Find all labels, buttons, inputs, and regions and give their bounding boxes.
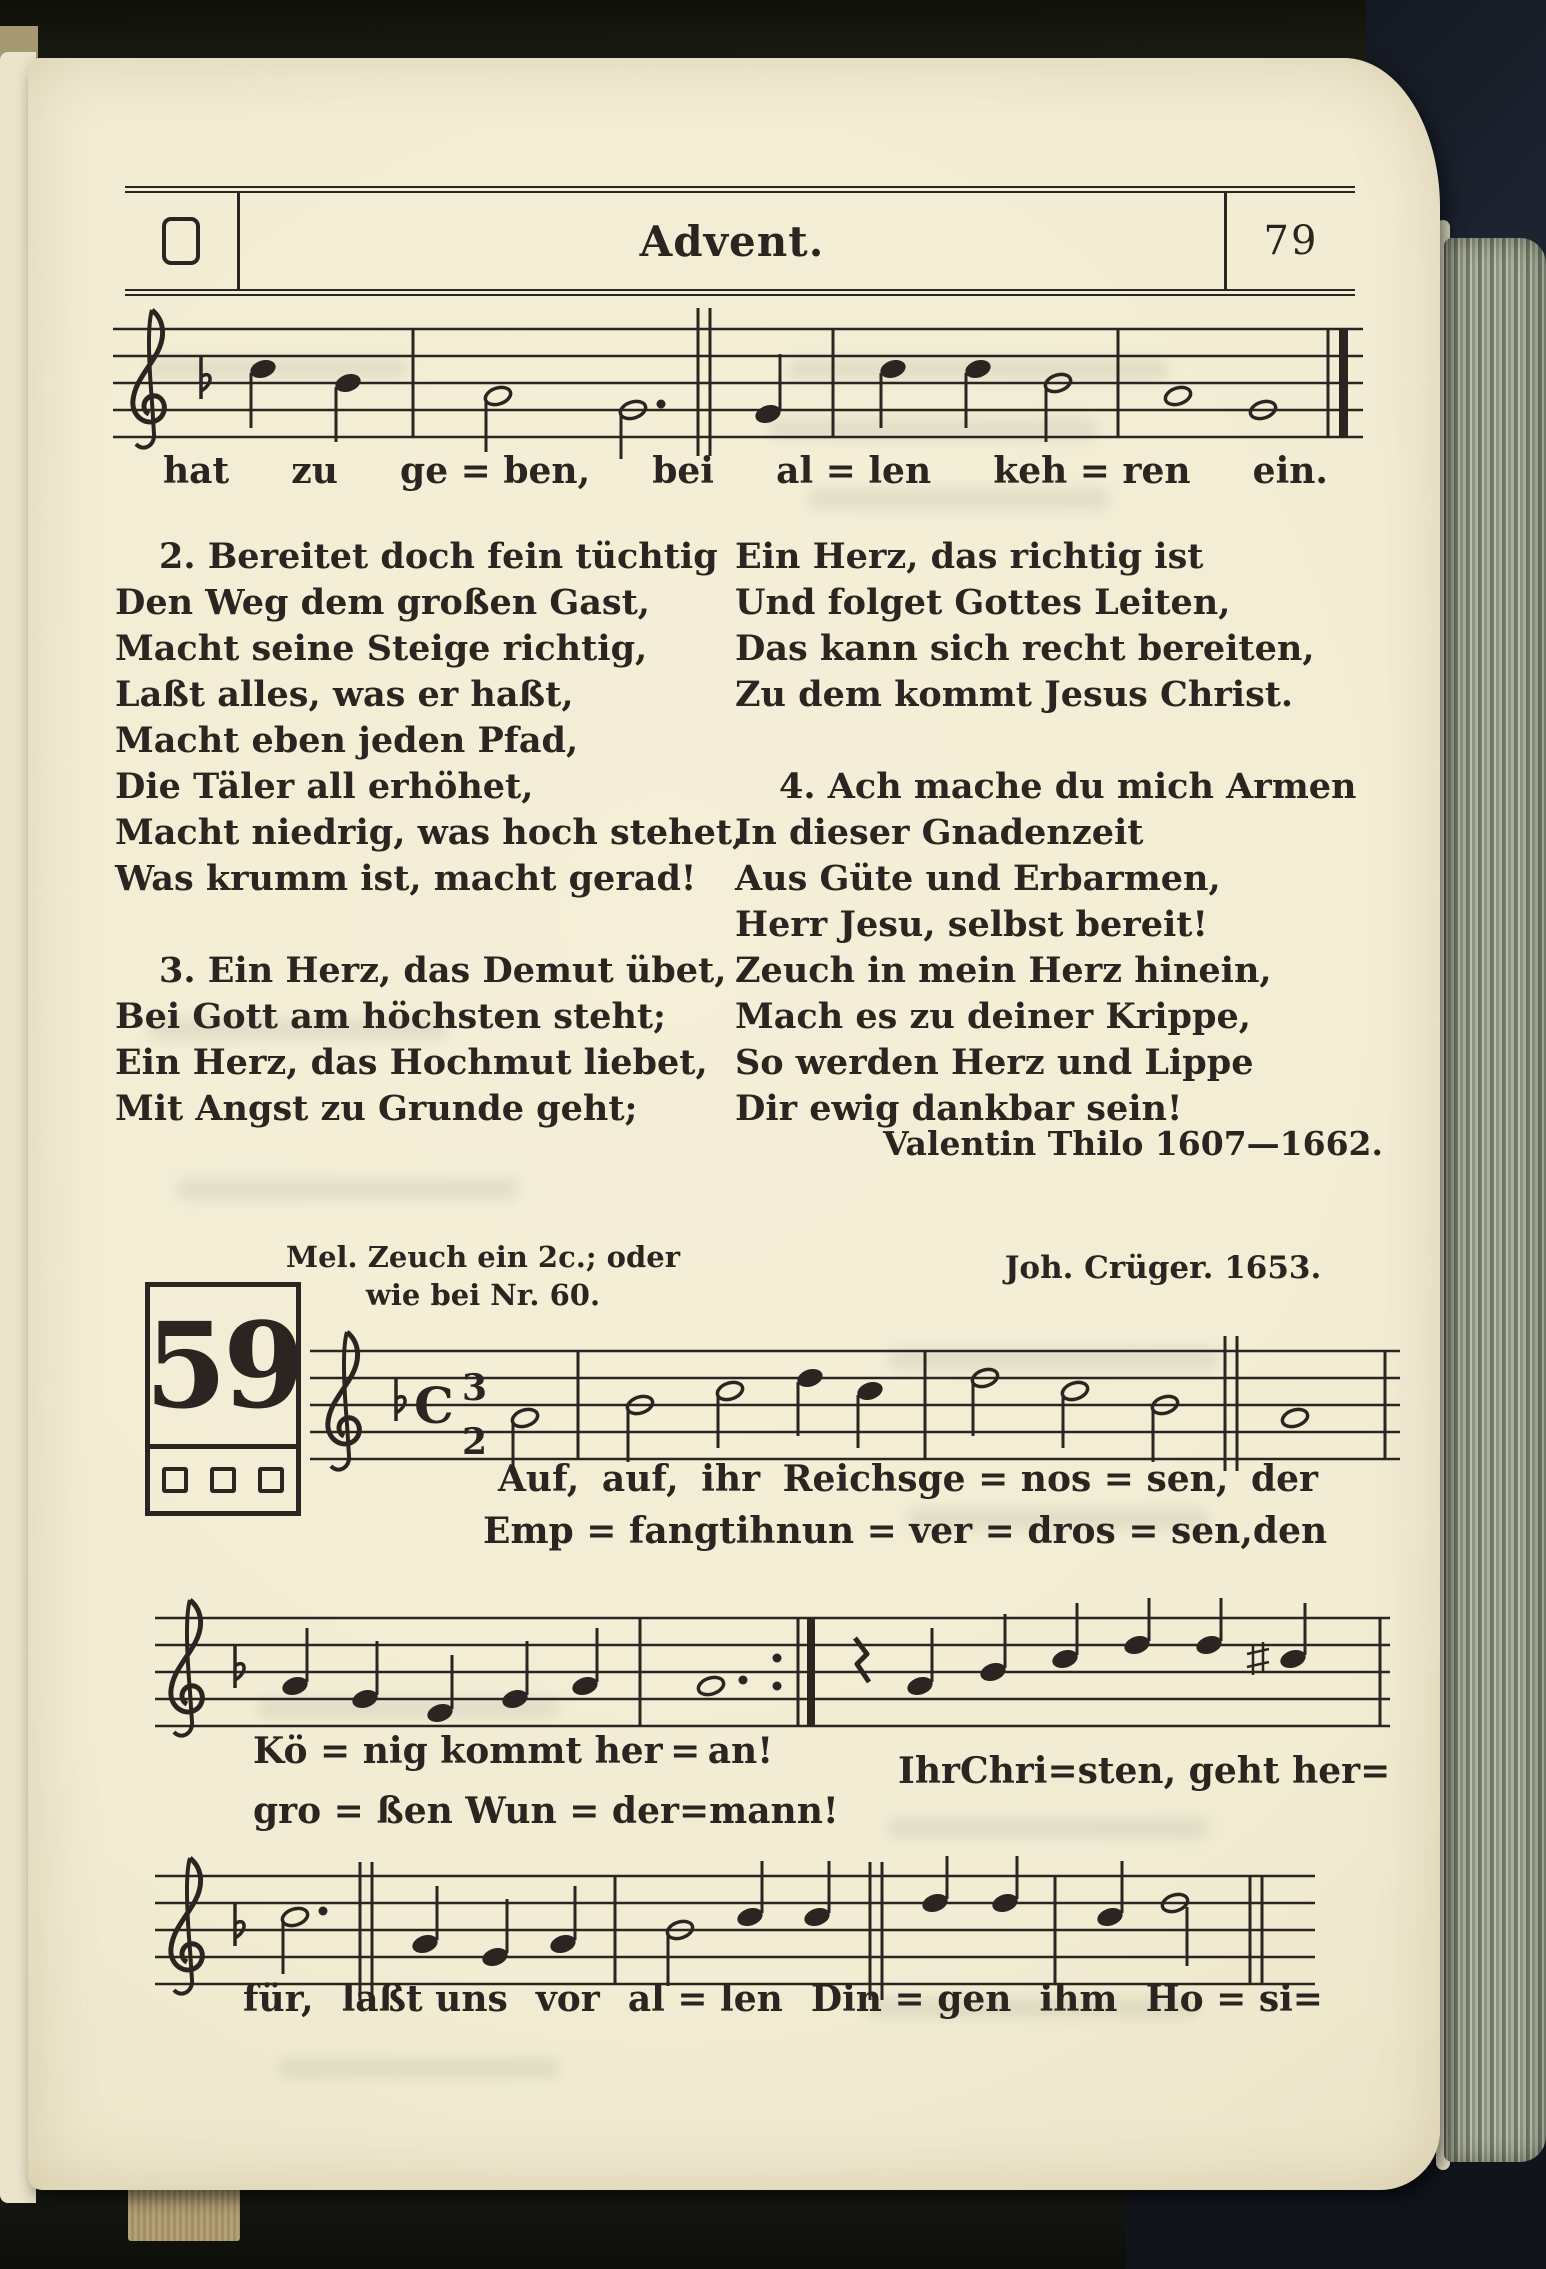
section-title: Advent. <box>639 216 825 266</box>
rounded-square-ornament-icon <box>162 217 200 265</box>
verse-line <box>735 718 1383 764</box>
lyric-syllable: hat <box>163 450 230 492</box>
page-header-band <box>125 186 1355 296</box>
verse-line: Laßt alles, was er haßt, <box>115 674 574 715</box>
verse-line: Mach es zu deiner Krippe, <box>735 996 1251 1037</box>
verse-line: Dir ewig dankbar sein! <box>735 1088 1183 1129</box>
hymnal-page <box>28 58 1440 2190</box>
lyric-syllable: an! <box>707 1730 773 1772</box>
verse-line: Zeuch in mein Herz hinein, <box>735 950 1272 991</box>
verse-line: Mit Angst zu Grunde geht; <box>115 1088 638 1129</box>
lyric-syllable: Ihr <box>898 1750 960 1792</box>
lyric-syllable: den <box>1252 1510 1328 1552</box>
lyric-syllable: für, <box>243 1978 314 2020</box>
lyric-syllable: Kö = nig kommt her <box>253 1730 663 1772</box>
lyric-syllable: ihm <box>1039 1978 1118 2020</box>
verse-line: 2. Bereitet doch fein tüchtig <box>159 536 718 577</box>
lyric-syllable: al = len <box>627 1978 783 2020</box>
show-through <box>278 2058 558 2078</box>
author-attribution: Valentin Thilo 1607—1662. <box>882 1124 1383 1163</box>
verse-line: 4. Ach mache du mich Armen <box>779 766 1357 807</box>
composer-credit: Joh. Crüger. 1653. <box>1004 1250 1322 1286</box>
lyric-syllable: Reichsge = nos = sen, <box>782 1458 1229 1500</box>
show-through <box>888 1818 1208 1838</box>
lyric-syllable: Chri=sten, geht her= <box>959 1750 1391 1792</box>
lyric-syllable: = <box>670 1730 701 1772</box>
lyric-syllable: Emp = fangt <box>483 1510 736 1552</box>
lyric-syllable: mann! <box>709 1790 839 1832</box>
svg-text:C: C <box>414 1376 454 1435</box>
lyric-syllable: Ho = si= <box>1145 1978 1323 2020</box>
verse-column-right <box>735 534 1383 1132</box>
lyrics-59-line2 <box>483 1510 1328 1552</box>
verse-line: Die Täler all erhöhet, <box>115 766 534 807</box>
melody-reference-line2: wie bei Nr. 60. <box>365 1278 601 1312</box>
lyric-syllable: vor <box>535 1978 600 2020</box>
lyric-syllable: ihr <box>701 1458 761 1500</box>
square-ornament-icon <box>162 1467 188 1493</box>
verse-line: Den Weg dem großen Gast, <box>115 582 650 623</box>
lyric-syllable: laßt uns <box>341 1978 508 2020</box>
page-number: 79 <box>1263 218 1319 264</box>
header-left-cell <box>125 193 240 289</box>
verse-line: So werden Herz und Lippe <box>735 1042 1254 1083</box>
lyric-syllable: Din = gen <box>810 1978 1012 2020</box>
book-fore-edge-pages <box>1444 238 1546 2162</box>
verse-line: In dieser Gnadenzeit <box>735 812 1144 853</box>
svg-text:2: 2 <box>462 1421 488 1463</box>
melody-reference <box>268 1238 698 1314</box>
lyric-syllable: zu <box>291 450 338 492</box>
lyrics-59-line1 <box>498 1458 1318 1500</box>
svg-text:3: 3 <box>462 1367 488 1409</box>
lyric-syllable: gro = ßen Wun = der <box>253 1790 679 1832</box>
lyrics-59-koenig <box>253 1730 773 1772</box>
verse-line: Zu dem kommt Jesus Christ. <box>735 674 1294 715</box>
verse-column-left <box>115 534 745 1132</box>
lyric-syllable: bei <box>652 450 714 492</box>
square-ornament-icon <box>210 1467 236 1493</box>
verse-line: Aus Güte und Erbarmen, <box>735 858 1221 899</box>
verse-line <box>115 902 727 948</box>
square-ornament-icon <box>258 1467 284 1493</box>
verse-line: 3. Ein Herz, das Demut übet, <box>159 950 727 991</box>
lyrics-59-ihr-christen <box>898 1750 1391 1792</box>
lyric-syllable: der <box>1250 1458 1318 1500</box>
hymn-number: 59 <box>144 1296 302 1435</box>
lyric-syllable: = <box>678 1790 710 1832</box>
lyrics-59-grossen <box>253 1790 839 1832</box>
show-through <box>178 1178 518 1200</box>
melody-reference-line1: Mel. Zeuch ein 2c.; oder <box>285 1240 681 1274</box>
verse-line: Macht eben jeden Pfad, <box>115 720 579 761</box>
verse-line: Herr Jesu, selbst bereit! <box>735 904 1208 945</box>
header-center-cell <box>240 193 1224 289</box>
lyric-syllable: ein. <box>1252 450 1328 492</box>
verse-line: Ein Herz, das richtig ist <box>735 536 1204 577</box>
verse-line: Das kann sich recht bereiten, <box>735 628 1315 669</box>
lyric-syllable: al = len <box>776 450 932 492</box>
lyric-syllable: auf, <box>601 1458 679 1500</box>
verse-line: Was krumm ist, macht gerad! <box>115 858 697 899</box>
lyrics-previous-hymn <box>163 450 1328 492</box>
verse-line: Macht niedrig, was hoch stehet, <box>115 812 745 853</box>
header-page-number-cell <box>1224 193 1355 289</box>
hymn-number-ornament-row <box>150 1444 296 1511</box>
hymn-number-cell <box>144 1287 302 1444</box>
verse-line: Macht seine Steige richtig, <box>115 628 648 669</box>
verse-line: Bei Gott am höchsten steht; <box>115 996 666 1037</box>
music-staff-59-line2 <box>155 1598 1390 1748</box>
hymn-number-box <box>145 1282 301 1516</box>
lyric-syllable: ge = ben, <box>400 450 591 492</box>
lyrics-59-line3 <box>243 1978 1323 2020</box>
verse-line: Und folget Gottes Leiten, <box>735 582 1231 623</box>
verse-line: Ein Herz, das Hochmut liebet, <box>115 1042 708 1083</box>
lyric-syllable: ihn <box>735 1510 802 1552</box>
music-staff-previous-hymn <box>113 304 1363 464</box>
lyric-syllable: keh = ren <box>993 450 1191 492</box>
lyric-syllable: un = ver = dros = sen, <box>801 1510 1253 1552</box>
lyric-syllable: Auf, <box>498 1458 580 1500</box>
